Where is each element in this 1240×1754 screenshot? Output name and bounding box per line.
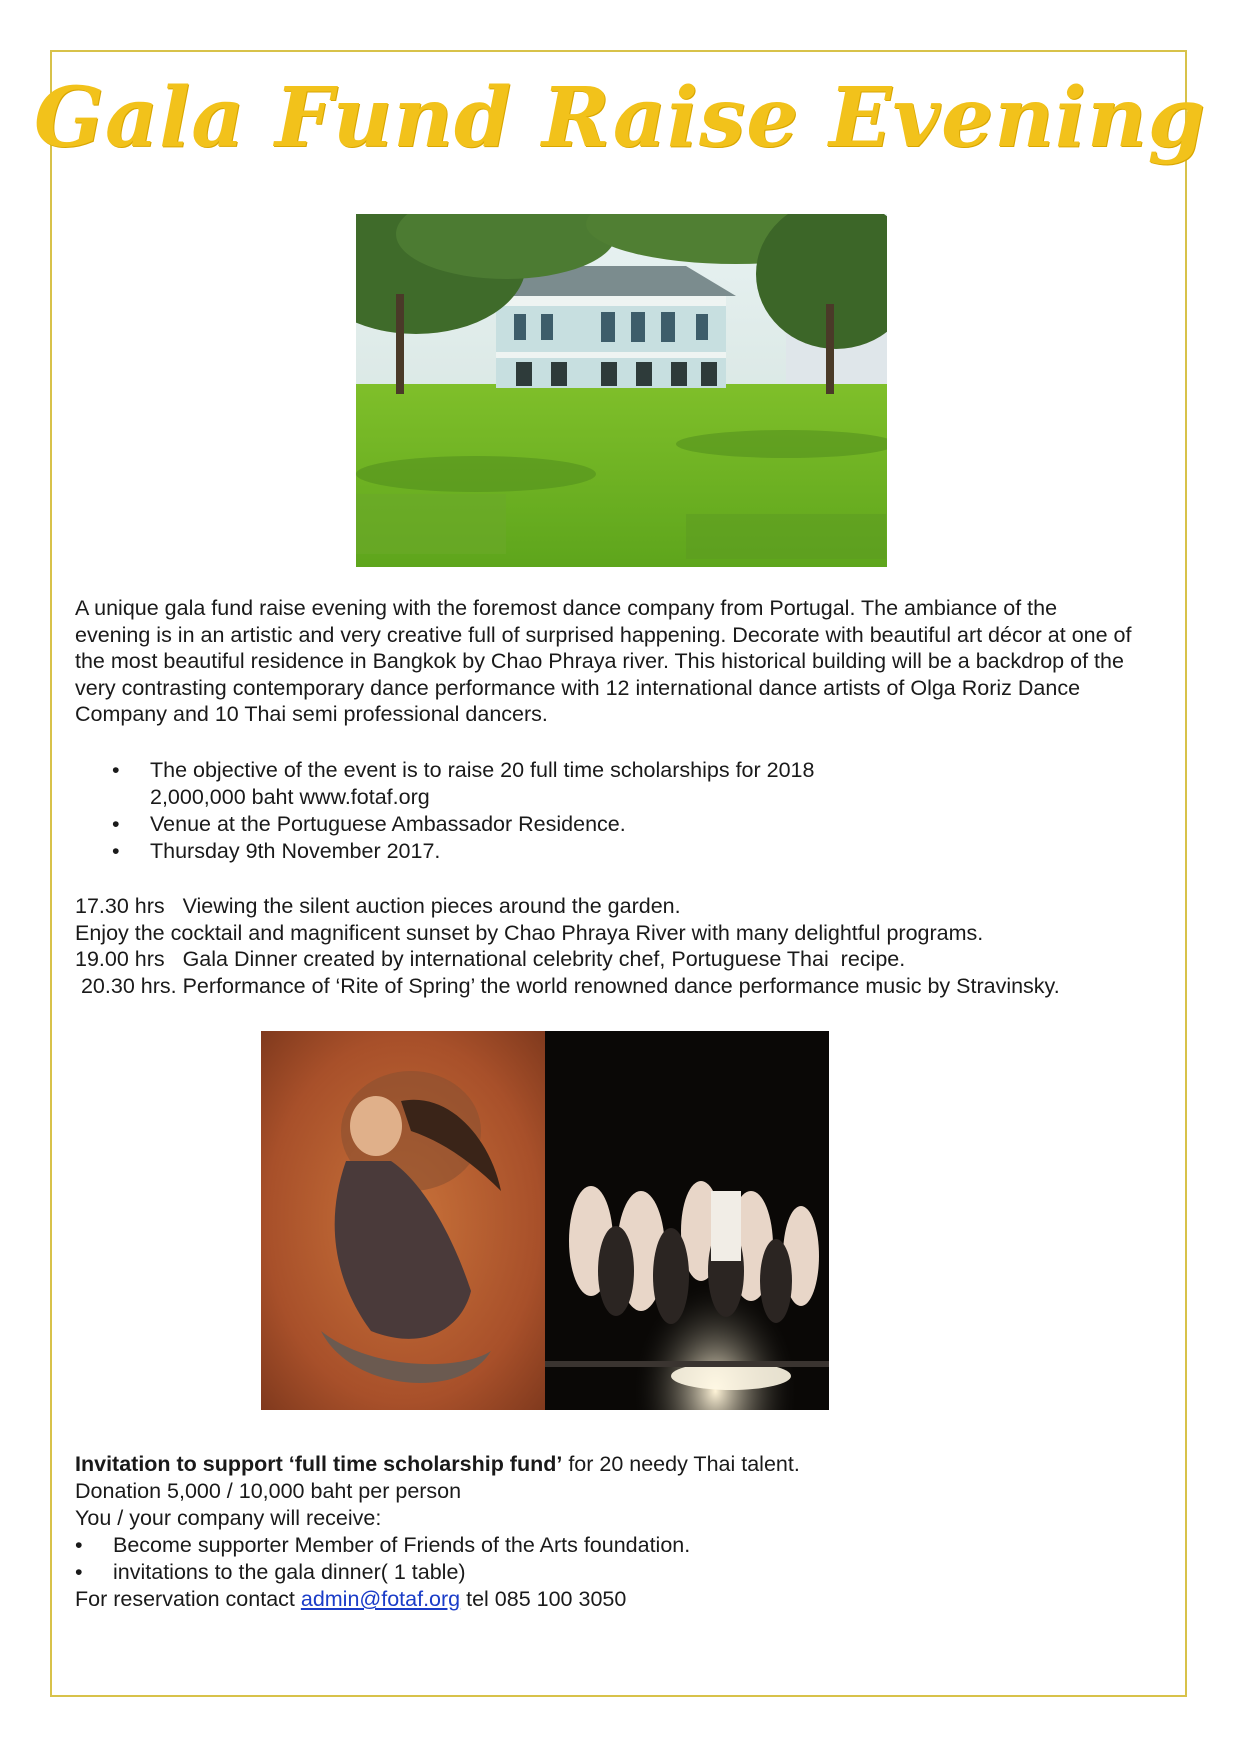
list-item: • Venue at the Portuguese Ambassador Residence. — [110, 811, 1110, 838]
email-link[interactable]: admin@fotaf.org — [300, 1587, 461, 1611]
highlights-list — [110, 757, 1110, 865]
invitation-section — [75, 1451, 1135, 1613]
page-title: Gala Fund Raise Evening — [33, 70, 1207, 166]
schedule-line: 19.00 hrs Gala Dinner created by international celebrity chef, Portuguese Thai recipe. — [75, 947, 906, 971]
donation-text: Donation 5,000 / 10,000 baht per person — [75, 1479, 462, 1503]
schedule-line: 20.30 hrs. Performance of ‘Rite of Spring’ the world renowned dance performance music by Stravinsky. — [75, 973, 1060, 998]
residence-photo — [356, 214, 887, 567]
dance-photos — [261, 1031, 829, 1410]
receive-text: You / your company will receive: — [75, 1506, 382, 1530]
intro-paragraph: A unique gala fund raise evening with the foremost dance company from Portugal. The ambiance of the evening is in an artistic and very creative full of surprised happening. Decorate with beautiful art décor at one of the most beautiful residence in Bangkok by Chao Phraya river. This historical building will be a backdrop of the very contrasting contemporary dance performance with 12 international dance artists of Olga Roriz Dance Company and 10 Thai semi professional dancers. — [75, 596, 1132, 726]
list-item: • invitations to the gala dinner( 1 table) — [75, 1559, 1135, 1586]
list-item: • Thursday 9th November 2017. — [110, 838, 1110, 865]
schedule-line: 17.30 hrs Viewing the silent auction pieces around the garden. — [75, 894, 681, 918]
schedule-line: Enjoy the cocktail and magnificent sunset by Chao Phraya River with many delightful programs. — [75, 920, 984, 945]
schedule — [75, 893, 1175, 999]
list-item: • The objective of the event is to raise 20 full time scholarships for 2018 2,000,000 baht www.fotaf.org — [110, 757, 1110, 811]
benefits-list — [75, 1532, 1135, 1586]
contact-line: For reservation contact admin@fotaf.org tel 085 100 3050 — [75, 1587, 627, 1611]
list-item: • Become supporter Member of Friends of the Arts foundation. — [75, 1532, 1135, 1559]
invitation-heading: Invitation to support ‘full time scholarship fund’ for 20 needy Thai talent. — [75, 1452, 800, 1476]
